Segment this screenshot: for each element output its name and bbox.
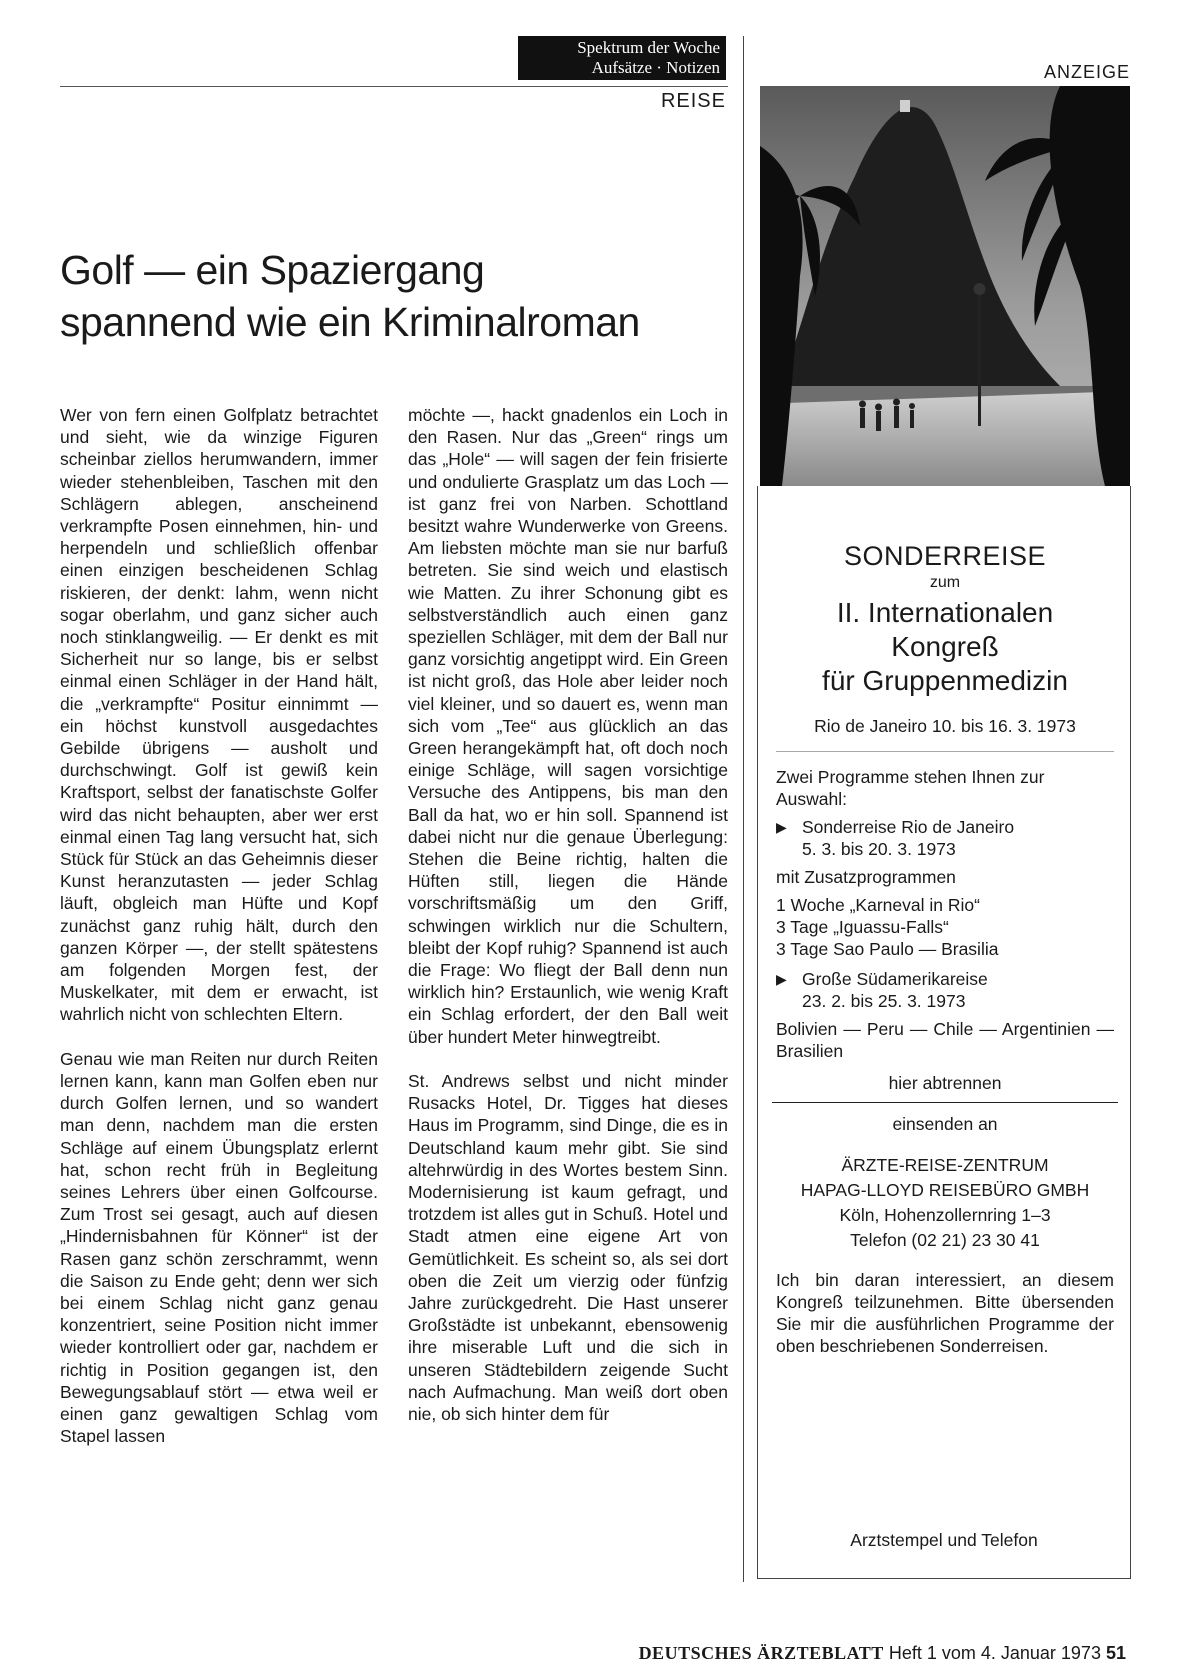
ad-extra-item: 1 Woche „Karneval in Rio“ [776,895,980,915]
ad-zum: zum [929,574,961,591]
article-column-left [60,404,378,1469]
ad-event-dates: Rio de Janeiro 10. bis 16. 3. 1973 [814,716,1076,736]
page-footer [526,1643,1126,1664]
ad-cut-line [772,1102,1118,1103]
ad-headline: SONDERREISE [843,541,1047,571]
ad-extras-list [776,894,1114,960]
article-paragraph: Wer von fern einen Golfplatz betrachtet und sieht, wie da winzige Figuren scheinbar ziellos herumwandern, immer wieder stehenbleiben, Taschen mit den Schlägern ablegen, anscheinend verkrampfte Posen einnehmen, hin- und herpendeln und schließlich offenbar einen einzigen bescheidenen Schlag riskieren, der denkt: lahm, wenn nicht sogar oberlahm, und ganz sicher auch noch stinklangweilig. — Er denkt es mit Sicherheit nur so lange, bis er selbst einmal einen Schläger in der Hand hält, die „verkrampfte“ Positur einnimmt — ein höchst kunstvoll ausgedachtes Gebilde übrigens — ausholt und durchschwingt. Golf ist gewiß kein Kraftsport, selbst der fanatischste Golfer wird das nicht behaupten, aber wer erst einmal einen Tag lang versucht hat, sich Stück für Stück an das Geheimnis dieser Kunst heranzutasten — jeder Schlag läuft, obgleich man Hüfte und Kopf zunächst ganz ruhig hält, durch den ganzen Körper —, der stellt spätestens am folgenden Morgen fest, der Muskelkater, mit dem er erwacht, ist wahrlich nicht von schlechten Eltern. [60,405,378,1025]
article-paragraph: Genau wie man Reiten nur durch Reiten lernen kann, kann man Golfen eben nur durch Golfen lernen, und so wandert man denn, nachdem man die ersten Schläge auf einem Übungsplatz erlernt hat, schon recht früh in Begleitung seines Lehrers über einen Golfcourse. Zum Trost sei gesagt, auch auf diesen „Hindernisbahnen für Könner“ ist der Rasen ganz schön zerschrammt, wenn die Saison zu Ende geht; denn wer sich bei einem Schlag nicht ganz genau konzentriert, seine Position nicht immer wieder kontrolliert oder gar, nachdem er richtig in Position gegangen ist, den Bewegungsablauf stört — etwa weil er einen ganz gewaltigen Schlag vom Stapel lassen [60,1048,378,1447]
footer-journal: DEUTSCHES ÄRZTEBLATT [638,1643,884,1663]
ad-label: ANZEIGE [1043,62,1130,82]
ad-program-2-dates: 23. 2. bis 25. 3. 1973 [802,991,966,1011]
section-badge [518,36,726,80]
article-column-middle [408,404,728,1447]
article-title [60,244,730,348]
ad-event-line3: für Gruppenmedizin [822,665,1068,696]
ad-request-text: Ich bin daran interessiert, an diesem Kongreß teilzunehmen. Bitte übersenden Sie mir die ausführlichen Programme der oben beschriebenen Sonderreisen. [776,1270,1114,1356]
ad-extra-item: 3 Tage „Iguassu-Falls“ [776,917,949,937]
article-title-line2: spannend wie ein Kriminalroman [60,299,640,345]
ad-cut-label: hier abtrennen [888,1073,1002,1093]
ad-program-1 [776,816,1114,860]
ad-intro: Zwei Programme stehen Ihnen zur Auswahl: [776,767,1045,809]
triangle-right-icon: ▶ [776,819,787,835]
ad-program-2-title: Große Südamerikareise [802,969,988,989]
sugarloaf-photo [760,86,1130,486]
ad-program-1-title: Sonderreise Rio de Janeiro [802,817,1015,837]
footer-page-number: 51 [1105,1643,1126,1663]
ad-address [776,1153,1114,1253]
ad-event-line1: II. Internationalen [836,597,1054,628]
ad-divider [776,751,1114,752]
ad-event-title [776,596,1114,698]
article-paragraph: St. Andrews selbst und nicht minder Rusacks Hotel, Dr. Tigges hat dieses Haus im Programm, sind Dinge, die es in Deutschland kaum mehr gibt. Sie sind altehrwürdig in des Wortes bestem Sinn. Modernisierung ist kaum gefragt, und trotzdem ist alles gut in Schuß. Hotel und Stadt atmen eine eigene Art von Gemütlichkeit. Es scheint so, als sei dort oben die Zeit um vierzig oder fünfzig Jahre zurückgedreht. Die Hast unserer Großstädte ist unbekannt, ebensowenig ihre miserable Luft und die sich in unseren Städtebildern zeigende Sucht nach Aufmachung. Man weiß dort oben nie, ob sich hinter dem für [408,1070,728,1424]
ad-program-2 [776,968,1114,1012]
ad-countries: Bolivien — Peru — Chile — Argentinien — Brasilien [776,1019,1114,1061]
ad-stamp-field: Arztstempel und Telefon [850,1530,1038,1550]
ad-address-line: Köln, Hohenzollernring 1–3 [839,1205,1051,1225]
header-rule [60,86,728,87]
ad-extra-item: 3 Tage Sao Paulo — Brasilia [776,939,999,959]
ad-address-line: ÄRZTE-REISE-ZENTRUM [841,1155,1049,1175]
section-label: REISE [660,90,726,112]
ad-address-line: Telefon (02 21) 23 30 41 [850,1230,1040,1250]
ad-program-1-dates: 5. 3. bis 20. 3. 1973 [802,839,956,859]
article-title-line1: Golf — ein Spaziergang [60,247,485,293]
ad-address-line: HAPAG-LLOYD REISEBÜRO GMBH [800,1180,1090,1200]
footer-issue: Heft 1 vom 4. Januar 1973 [888,1643,1101,1663]
article-paragraph: möchte —, hackt gnadenlos ein Loch in den Rasen. Nur das „Green“ rings um das „Hole“ — will sagen der fein frisierte und ondulierte Grasplatz um das Loch — ist ganz frei von Narben. Schottland besitzt wahre Wunderwerke von Greens. Am liebsten möchte man sie nur barfuß betreten. Sie sind weich und elastisch wie Matten. Zu ihrer Schonung gibt es selbstverständlich auch einen ganz speziellen Schläger, mit dem der Ball nur ganz vorsichtig angetippt wird. Ein Green ist nicht groß, das Hole aber leider noch viel kleiner, und so dauert es, wenn man sich vom „Tee“ aus glücklich an das Green herangekämpft hat, oft doch noch einige Schläge, will sagen vorsichtige Versuche des Antippens, bis man den Ball da hat, wo er hin soll. Spannend ist dabei nicht nur die genaue Überlegung: Stehen die Beine richtig, halten die Hüften still, liegen die Hände vorschriftsmäßig um den Griff, schwingen wirklich nur die Schultern, bleibt der Kopf ruhig? Spannend ist auch die Frage: Wo fliegt der Ball denn nun wirklich hin? Erstaunlich, wie wenig Kraft ein Schlag erfordert, der den Ball weit über hundert Meter hinwegtreibt. [408,405,728,1047]
section-badge-line2: Aufsätze · Notizen [591,58,720,77]
triangle-right-icon: ▶ [776,971,787,987]
ad-extras-title: mit Zusatzprogrammen [776,867,956,887]
advertisement-box [757,486,1131,1579]
ad-event-line2: Kongreß [891,631,999,662]
column-divider [743,36,744,1582]
section-badge-line1: Spektrum der Woche [577,38,720,57]
ad-send-to: einsenden an [892,1114,998,1134]
